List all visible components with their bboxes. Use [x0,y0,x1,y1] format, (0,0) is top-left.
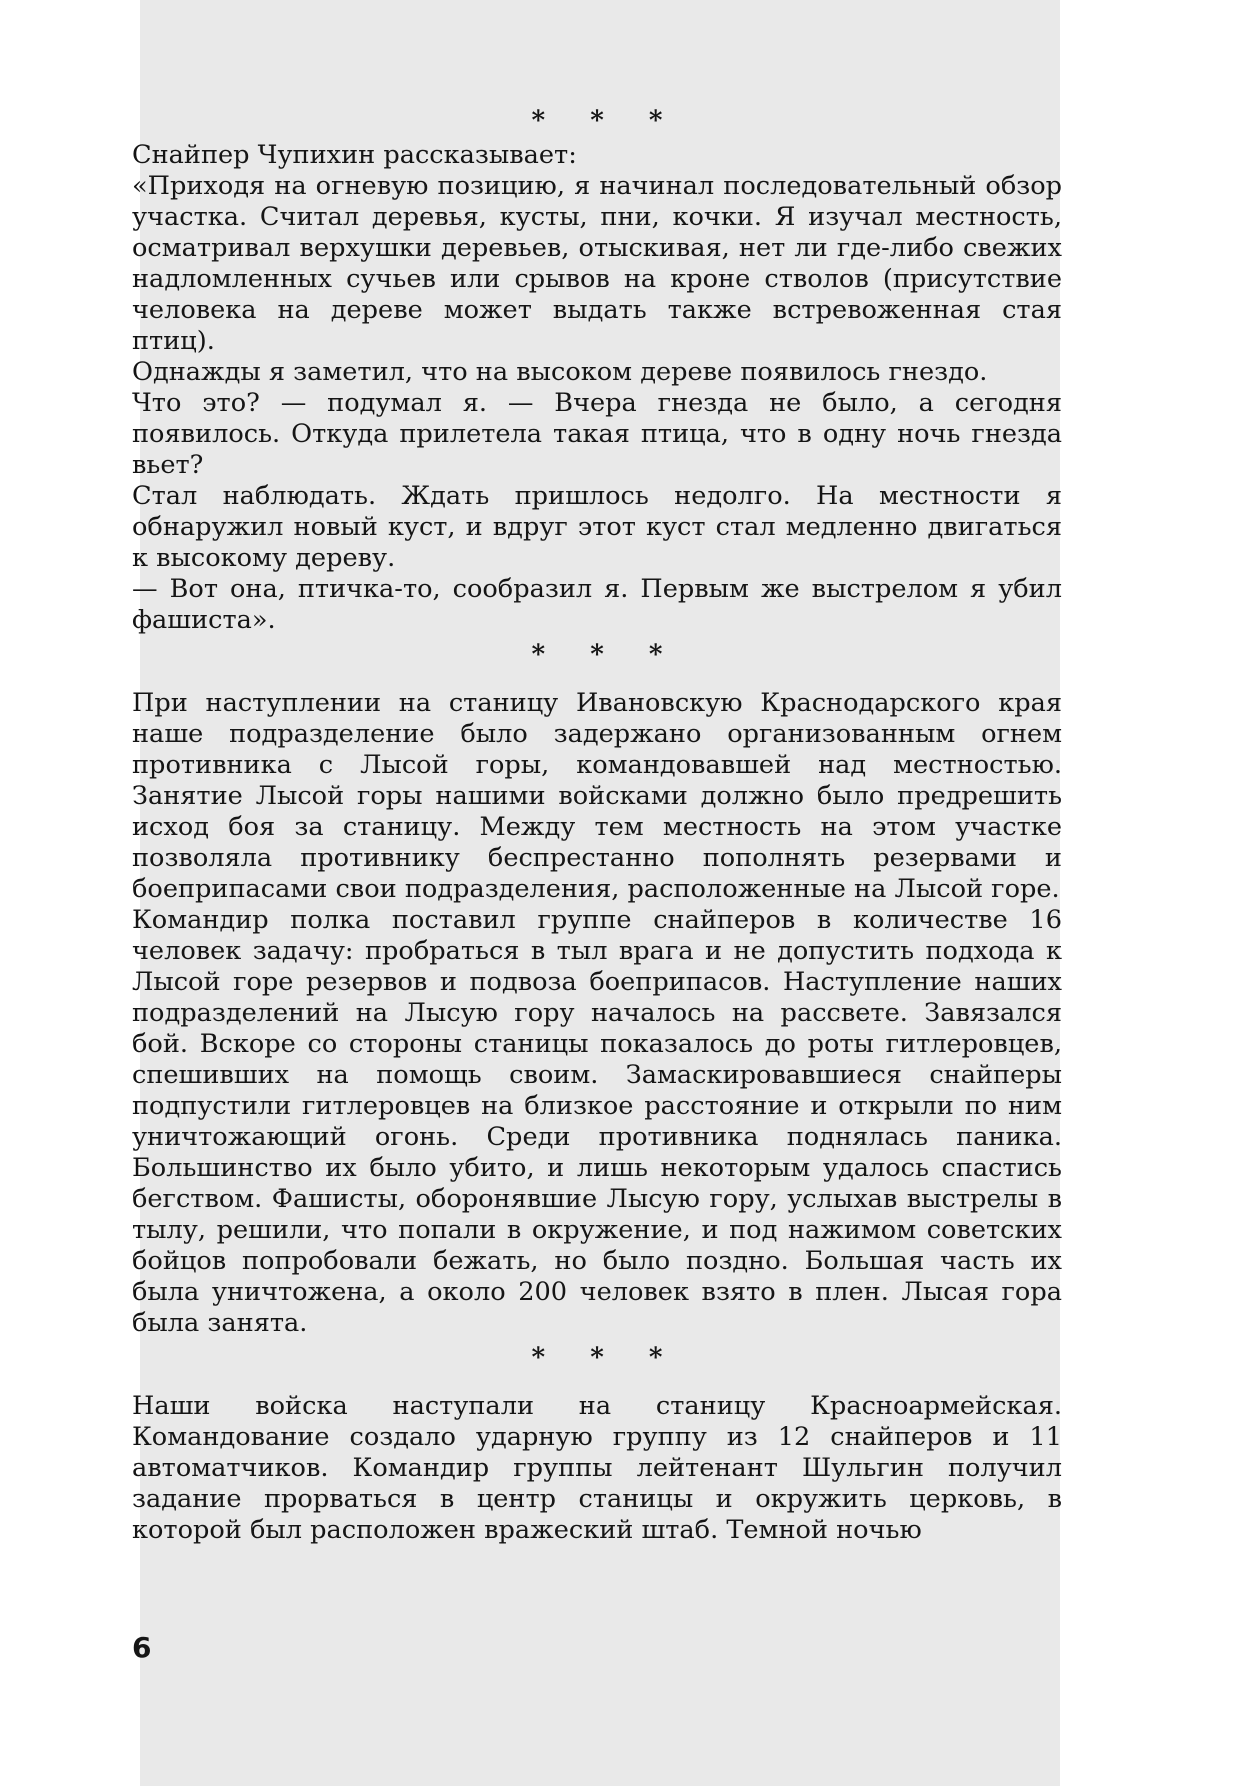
spacer [132,1377,1062,1391]
paragraph: — Вот она, птичка-то, сообразил я. Первым же выстрелом я убил фашиста». [132,574,1062,635]
paragraph: Командир полка поставил группе снайперов в количестве 16 человек задачу: пробраться в тыл врага и не допустить подхода к Лысой горе резервов и подвоза боеприпасов. Наступление наших подразделений на Лысую гору началось на рассвете. Завязался бой. Вскоре со стороны станицы показалось до роты гитлеровцев, спешивших на помощь своим. Замаскировавшиеся снайперы подпустили гитлеровцев на близкое расстояние и открыли по ним уничтожающий огонь. Среди противника поднялась паника. Большинство их было убито, и лишь некоторым удалось спастись бегством. Фашисты, оборонявшие Лысую гору, услыхав выстрелы в тылу, решили, что попали в окружение, и под нажимом советских бойцов попробовали бежать, но было поздно. Большая часть их была уничтожена, а около 200 человек взято в плен. Лысая гора была занята. [132,905,1062,1338]
spacer [132,674,1062,688]
paragraph: Стал наблюдать. Ждать пришлось недолго. На местности я обнаружил новый куст, и вдруг этот куст стал медленно двигаться к высокому дереву. [132,481,1062,573]
paragraph: Однажды я заметил, что на высоком дереве появилось гнездо. [132,357,988,387]
section-separator: * * * [531,1343,681,1373]
paragraph: Что это? — подумал я. — Вчера гнезда не было, а сегодня появилось. Откуда прилетела такая птица, что в одну ночь гнезда вьет? [132,388,1062,480]
section-separator: * * * [531,640,681,670]
section-krasnoarmeyskaya [132,1391,1062,1546]
paragraph: При наступлении на станицу Ивановскую Краснодарского края наше подразделение было задержано организованным огнем противника с Лысой горы, командовавшей над местностью. Занятие Лысой горы нашими войсками должно было предрешить исход боя за станицу. Между тем местность на этом участке позволяла противнику беспрестанно пополнять резервами и боеприпасами свои подразделения, расположенные на Лысой горе. [132,688,1062,904]
paragraph: «Приходя на огневую позицию, я начинал последовательный обзор участка. Считал деревья, кусты, пни, кочки. Я изучал местность, осматривал верхушки деревьев, отыскивая, нет ли где-либо свежих надломленных сучьев или срывов на кроне стволов (присутствие человека на дереве может выдать также встревоженная стая птиц). [132,171,1062,356]
section-lysaya-gora [132,688,1062,1339]
section-separator: * * * [531,106,681,136]
paragraph: Наши войска наступали на станицу Красноармейская. Командование создало ударную группу из 12 снайперов и 11 автоматчиков. Командир группы лейтенант Шульгин получил задание прорваться в центр станицы и окружить церковь, в которой был расположен вражеский штаб. Темной ночью [132,1391,1062,1545]
section-intro: Снайпер Чупихин рассказывает: [132,140,577,170]
section-chupikhin [132,140,1062,636]
page-number: 6 [132,1631,152,1664]
text-column [132,102,1062,1546]
